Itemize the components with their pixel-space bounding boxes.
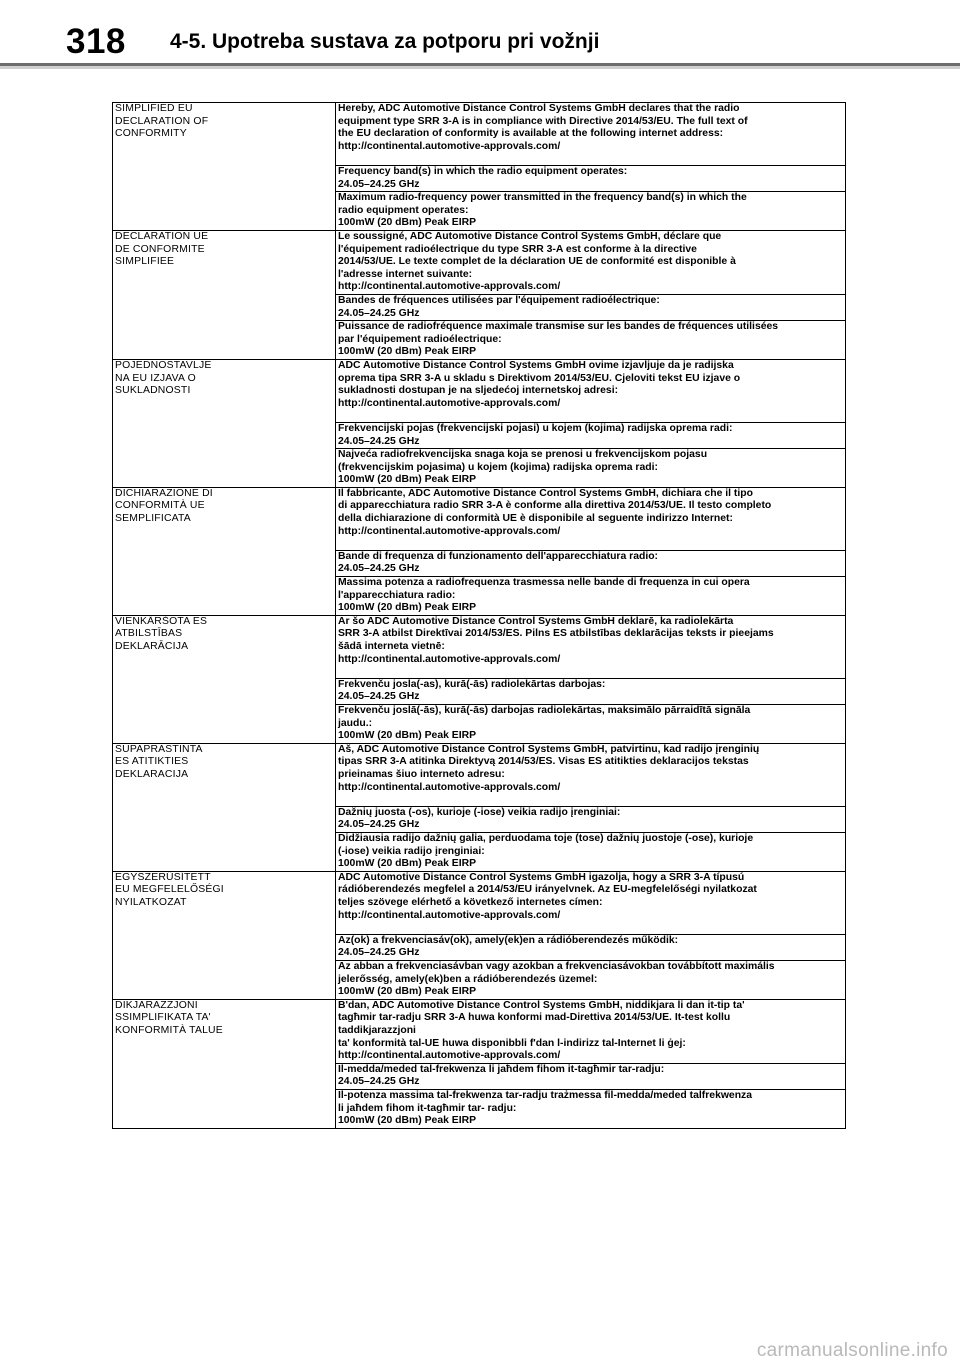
table-row [113, 743, 846, 806]
language-label: SUPAPRASTINTA ES ATITIKTIES DEKLARACIJA [113, 743, 336, 871]
declaration-text: B'dan, ADC Automotive Distance Control Systems GmbH, niddikjara li dan it-tip ta' tagħmir tar-radju SRR 3-A huwa konformi mad-Direttiva 2014/53/UE. It-test kollu taddikjarazzjoni ta' konformità tal-UE huwa disponibbli f'dan l-indirizz tal-Internet li ġej: http://continental.automotive-approvals.com/ [336, 999, 846, 1063]
page-header [0, 0, 960, 68]
language-label: DICHIARAZIONE DI CONFORMITÀ UE SEMPLIFICATA [113, 487, 336, 615]
declaration-text: Le soussigné, ADC Automotive Distance Control Systems GmbH, déclare que l'équipement radioélectrique du type SRR 3-A est conforme à la directive 2014/53/UE. Le texte complet de la déclaration UE de conformité est disponible à l'adresse internet suivante: http://continental.automotive-approvals.com/ [336, 230, 846, 294]
max-power-text: Il-potenza massima tal-frekwenza tar-radju trażmessa fil-medda/meded talfrekwenza li jaħdem fihom it-tagħmir tar- radju: 100mW (20 dBm) Peak EIRP [336, 1089, 846, 1128]
page-number: 318 [66, 22, 126, 61]
max-power-text: Najveća radiofrekvencijska snaga koja se prenosi u frekvencijskom pojasu (frekvencijskim pojasima) u kojem (kojima) radijska oprema radi: 100mW (20 dBm) Peak EIRP [336, 449, 846, 488]
max-power-text: Frekvenču joslā(-ās), kurā(-ās) darbojas radiolekārtas, maksimālo pārraidītā signāla jaudu.: 100mW (20 dBm) Peak EIRP [336, 705, 846, 744]
table-row [113, 615, 846, 678]
table-row [113, 230, 846, 294]
language-label: DECLARATION UE DE CONFORMITE SIMPLIFIEE [113, 230, 336, 359]
declaration-text: Ar šo ADC Automotive Distance Control Systems GmbH deklarē, ka radiolekārta SRR 3-A atbilst Direktīvai 2014/53/ES. Pilns ES atbilstības deklarācijas teksts ir pieejams šādā interneta vietnē: http://continental.automotive-approvals.com/ [336, 615, 846, 678]
max-power-text: Puissance de radiofréquence maximale transmise sur les bandes de fréquences utilisées par l'équipement radioélectrique: 100mW (20 dBm) Peak EIRP [336, 321, 846, 360]
table-row [113, 999, 846, 1063]
max-power-text: Didžiausia radijo dažnių galia, perduodama toje (tose) dažnių juostoje (-ose), kurioje (-iose) veikia radijo įrenginiai: 100mW (20 dBm) Peak EIRP [336, 833, 846, 872]
table-row [113, 359, 846, 422]
watermark: carmanualsonline.info [756, 1340, 948, 1361]
declaration-text: ADC Automotive Distance Control Systems GmbH ovime izjavljuje da je radijska oprema tipa SRR 3-A u skladu s Direktivom 2014/53/EU. Cjeloviti tekst EU izjave o sukladnosti dostupan je na sljedećoj internetskoj adresi: http://continental.automotive-approvals.com/ [336, 359, 846, 422]
declaration-text: Il fabbricante, ADC Automotive Distance Control Systems GmbH, dichiara che il tipo di apparecchiatura radio SRR 3-A è conforme alla direttiva 2014/53/UE. Il testo completo della dichiarazione di conformità UE è disponibile al seguente indirizzo Internet: http://continental.automotive-approvals.com/ [336, 487, 846, 550]
frequency-band-text: Bandes de fréquences utilisées par l'équipement radioélectrique: 24.05–24.25 GHz [336, 294, 846, 320]
max-power-text: Az abban a frekvenciasávban vagy azokban a frekvenciasávokban továbbított maximális jelerősség, amely(ek)ben a rádióberendezés üzemel: 100mW (20 dBm) Peak EIRP [336, 960, 846, 999]
table-row [113, 487, 846, 550]
language-label: SIMPLIFIED EU DECLARATION OF CONFORMITY [113, 103, 336, 231]
language-label: POJEDNOSTAVLJE NA EU IZJAVA O SUKLADNOSTI [113, 359, 336, 487]
frequency-band-text: Frekvencijski pojas (frekvencijski pojasi) u kojem (kojima) radijska oprema radi: 24.05–24.25 GHz [336, 422, 846, 448]
header-divider-shadow [0, 66, 960, 69]
declaration-table [112, 102, 846, 1129]
declaration-text: Hereby, ADC Automotive Distance Control Systems GmbH declares that the radio equipment type SRR 3-A is in compliance with Directive 2014/53/EU. The full text of the EU declaration of conformity is available at the following internet address: http://continental.automotive-approvals.com/ [336, 103, 846, 166]
frequency-band-text: Frekvenču josla(-as), kurā(-ās) radiolekārtas darbojas: 24.05–24.25 GHz [336, 678, 846, 704]
section-title: 4-5. Upotreba sustava za potporu pri vožnji [170, 30, 600, 53]
declaration-text: ADC Automotive Distance Control Systems GmbH igazolja, hogy a SRR 3-A típusú rádióberendezés megfelel a 2014/53/EU irányelvnek. Az EU-megfelelőségi nyilatkozat teljes szövege elérhető a következő internetes címen: http://continental.automotive-approvals.com/ [336, 871, 846, 934]
frequency-band-text: Il-medda/meded tal-frekwenza li jaħdem fihom it-tagħmir tar-radju: 24.05–24.25 GHz [336, 1063, 846, 1089]
declaration-text: Aš, ADC Automotive Distance Control Systems GmbH, patvirtinu, kad radijo įrenginių tipas SRR 3-A atitinka Direktyvą 2014/53/ES. Visas ES atitikties deklaracijos tekstas prieinamas šiuo interneto adresu: http://continental.automotive-approvals.com/ [336, 743, 846, 806]
max-power-text: Massima potenza a radiofrequenza trasmessa nelle bande di frequenza in cui opera l'apparecchiatura radio: 100mW (20 dBm) Peak EIRP [336, 577, 846, 616]
language-label: VIENKĀRŠOTA ES ATBILSTĪBAS DEKLARĀCIJA [113, 615, 336, 743]
language-label: DIKJARAZZJONI SSIMPLIFIKATA TA' KONFORMITÀ TALUE [113, 999, 336, 1128]
max-power-text: Maximum radio-frequency power transmitted in the frequency band(s) in which the radio equipment operates: 100mW (20 dBm) Peak EIRP [336, 192, 846, 231]
frequency-band-text: Bande di frequenza di funzionamento dell'apparecchiatura radio: 24.05–24.25 GHz [336, 550, 846, 576]
table-row [113, 871, 846, 934]
frequency-band-text: Az(ok) a frekvenciasáv(ok), amely(ek)en a rádióberendezés működik: 24.05–24.25 GHz [336, 934, 846, 960]
frequency-band-text: Frequency band(s) in which the radio equipment operates: 24.05–24.25 GHz [336, 166, 846, 192]
table-row [113, 103, 846, 166]
language-label: EGYSZERŰSÍTETT EU MEGFELELŐSÉGI NYILATKOZAT [113, 871, 336, 999]
frequency-band-text: Dažnių juosta (-os), kurioje (-iose) veikia radijo įrenginiai: 24.05–24.25 GHz [336, 806, 846, 832]
